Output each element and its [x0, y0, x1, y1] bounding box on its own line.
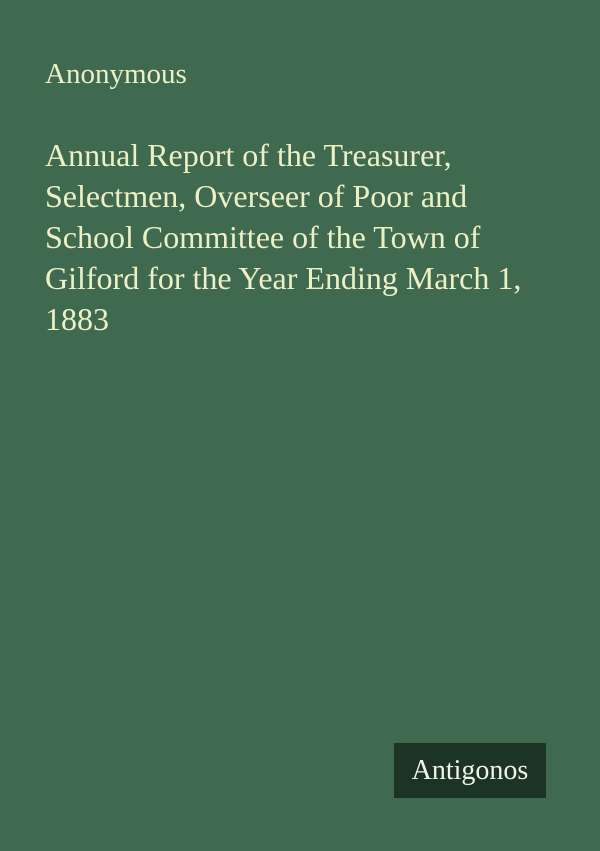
publisher-badge [394, 743, 546, 798]
title-line-5: 1883 [45, 301, 109, 337]
title-line-4: Gilford for the Year Ending March 1, [45, 260, 522, 296]
author-name: Anonymous [45, 58, 187, 90]
book-title [45, 135, 575, 340]
title-line-2: Selectmen, Overseer of Poor and [45, 178, 468, 214]
publisher-name: Antigonos [411, 754, 529, 786]
title-line-1: Annual Report of the Treasurer, [45, 137, 452, 173]
title-line-3: School Committee of the Town of [45, 219, 481, 255]
